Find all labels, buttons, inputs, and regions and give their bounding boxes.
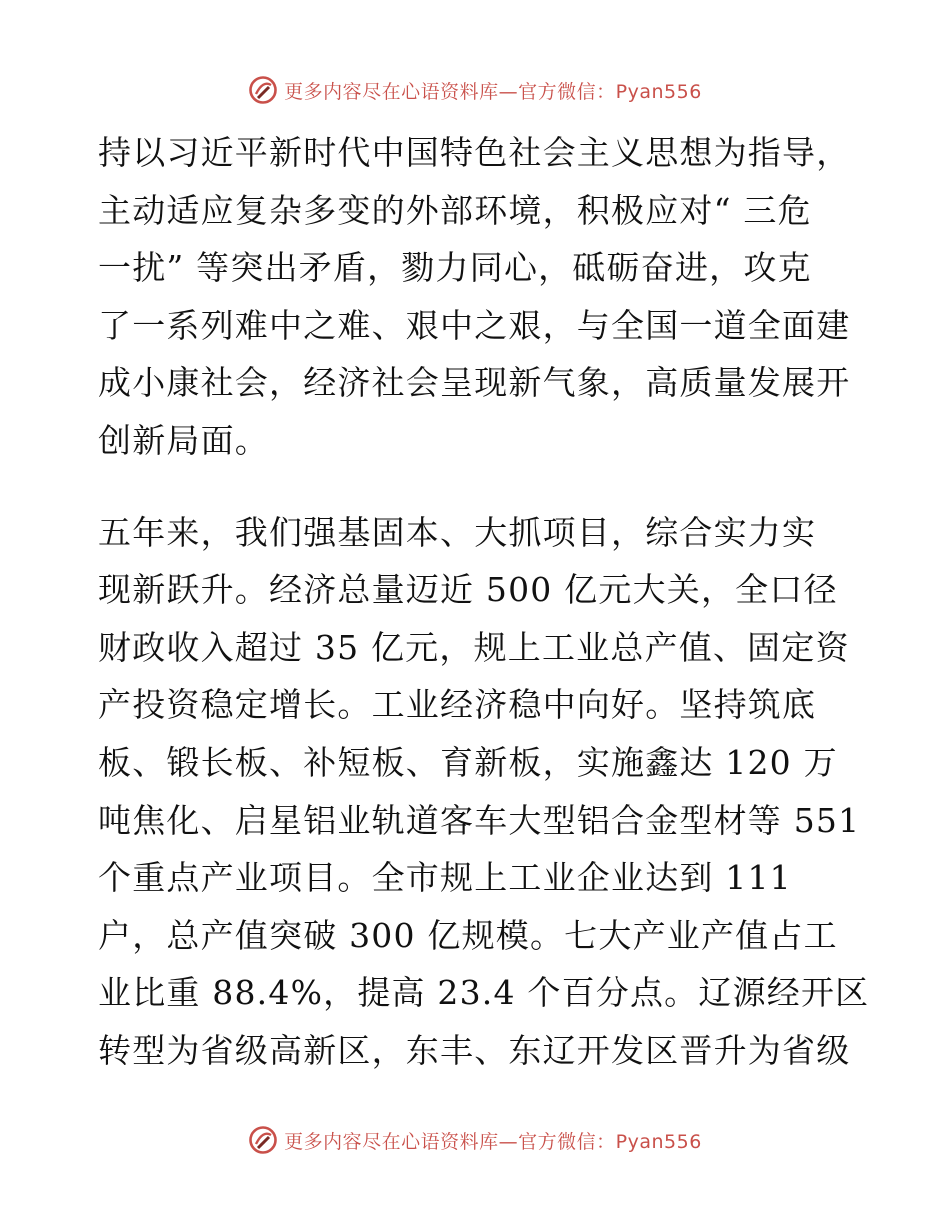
text-line: 成小康社会，经济社会呈现新气象，高质量发展开: [98, 363, 851, 403]
text-line: 吨焦化、启星铝业轨道客车大型铝合金型材等 551: [98, 800, 861, 840]
paragraph-1: [98, 124, 858, 470]
text-line: 业比重 88.4%，提高 23.4 个百分点。辽源经开区: [98, 973, 870, 1013]
header-watermark: [0, 70, 950, 110]
text-line: 了一系列难中之难、艰中之艰，与全国一道全面建: [98, 305, 851, 345]
text-line: 产投资稳定增长。工业经济稳中向好。坚持筑底: [98, 685, 817, 725]
logo-icon: [248, 1125, 278, 1155]
text-line: 持以习近平新时代中国特色社会主义思想为指导，: [98, 133, 851, 172]
paragraph-gap: [98, 470, 858, 504]
footer-watermark-text: 更多内容尽在心语资料库—官方微信：Pyan556: [284, 1130, 702, 1153]
paragraph-2: [98, 504, 870, 1080]
text-line: 创新局面。: [98, 420, 269, 460]
text-line: 户，总产值突破 300 亿规模。七大产业产值占工: [98, 915, 838, 955]
text-line: 个重点产业项目。全市规上工业企业达到 111: [98, 858, 792, 898]
text-line: 财政收入超过 35 亿元，规上工业总产值、固定资: [98, 627, 850, 667]
text-line: 主动适应复杂多变的外部环境，积极应对“ 三危: [98, 190, 812, 230]
text-line: 一扰” 等突出矛盾，勠力同心，砥砺奋进，攻克: [98, 248, 812, 288]
header-watermark-text: 更多内容尽在心语资料库—官方微信：Pyan556: [284, 80, 702, 103]
footer-watermark: [0, 1120, 950, 1160]
text-line: 板、锻长板、补短板、育新板，实施鑫达 120 万: [98, 742, 838, 782]
text-line: 五年来，我们强基固本、大抓项目，综合实力实: [98, 512, 817, 552]
text-line: 现新跃升。经济总量迈近 500 亿元大关，全口径: [98, 570, 838, 610]
text-line: 转型为省级高新区，东丰、东辽开发区晋升为省级: [98, 1030, 851, 1070]
document-body: [98, 124, 870, 1080]
logo-icon: [248, 75, 278, 105]
